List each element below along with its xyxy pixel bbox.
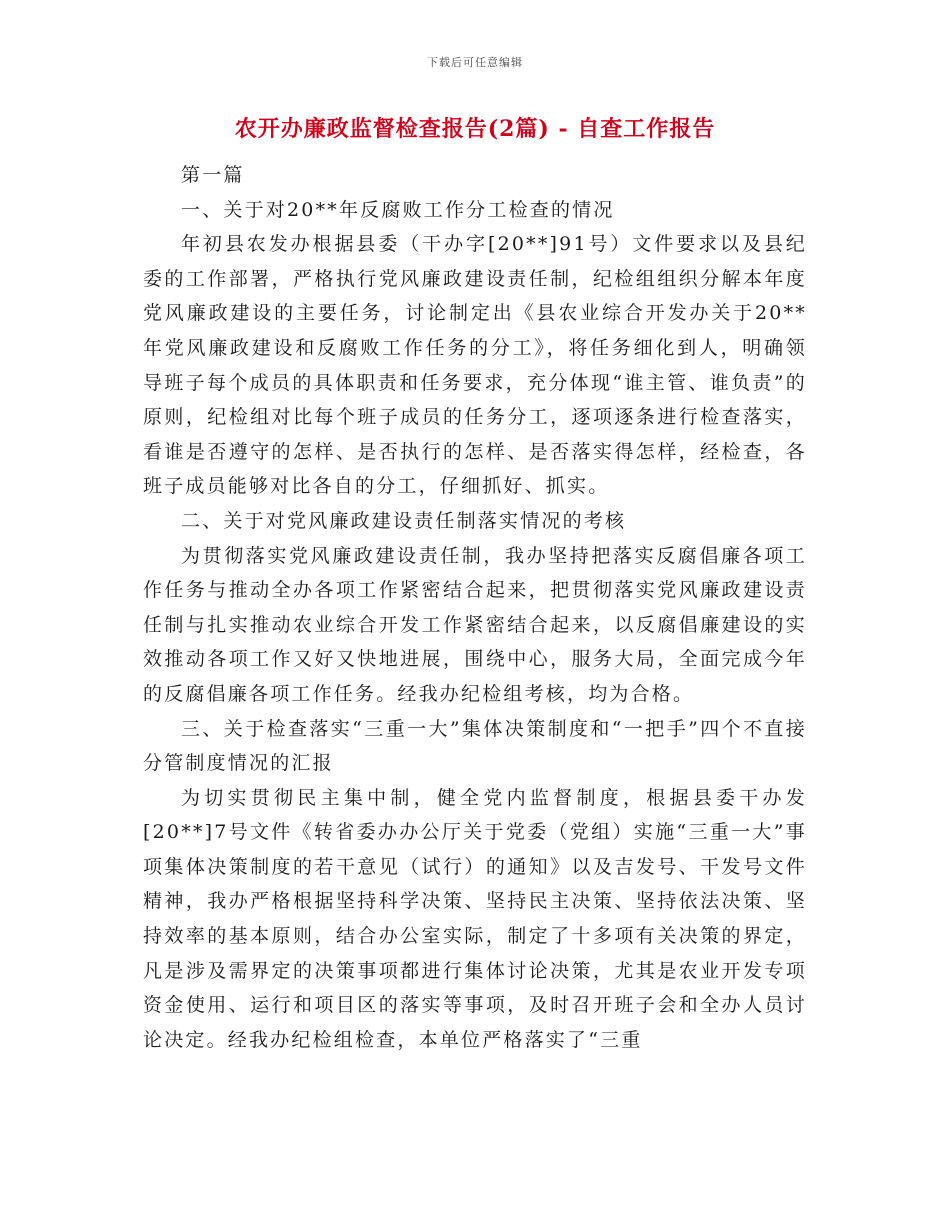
header-note: 下载后可任意编辑 — [427, 56, 523, 69]
document-body — [143, 158, 807, 1057]
paragraph-3: 为切实贯彻民主集中制，健全党内监督制度，根据县委干办发[20**]7号文件《转省委办办公厅关于党委（党组）实施“三重一大”事项集体决策制度的若干意见（试行）的通知》以及吉发号、干发号文件精神，我办严格根据坚持科学决策、坚持民主决策、坚持依法决策、坚持效率的基本原则，结合办公室实际，制定了十多项有关决策的界定，凡是涉及需界定的决策事项都进行集体讨论决策，尤其是农业开发专项资金使用、运行和项目区的落实等事项，及时召开班子会和全办人员讨论决定。经我办纪检组检查，本单位严格落实了“三重 — [143, 786, 807, 1051]
paragraph-1: 年初县农发办根据县委（干办字[20**]91号）文件要求以及县纪委的工作部署，严格执行党风廉政建设责任制，纪检组组织分解本年度党风廉政建设的主要任务，讨论制定出《县农业综合开发办关于20**年党风廉政建设和反腐败工作任务的分工》，将任务细化到人，明确领导班子每个成员的具体职责和任务要求，充分体现“谁主管、谁负责”的原则，纪检组对比每个班子成员的任务分工，逐项逐条进行检查落实，看谁是否遵守的怎样、是否执行的怎样、是否落实得怎样，经检查，各班子成员能够对比各自的分工，仔细抓好、抓实。 — [143, 233, 807, 498]
section-heading-2: 二、关于对党风廉政建设责任制落实情况的考核 — [181, 509, 627, 532]
document-title: 农开办廉政监督检查报告(2篇) - 自查工作报告 — [234, 116, 716, 142]
paragraph-2: 为贯彻落实党风廉政建设责任制，我办坚持把落实反腐倡廉各项工作任务与推动全办各项工作紧密结合起来，把贯彻落实党风廉政建设责任制与扎实推动农业综合开发工作紧密结合起来，以反腐倡廉建设的实效推动各项工作又好又快地进展，围绕中心，服务大局，全面完成今年的反腐倡廉各项工作任务。经我办纪检组考核，均为合格。 — [143, 544, 807, 705]
section-heading-1: 一、关于对20**年反腐败工作分工检查的情况 — [181, 198, 615, 221]
part-label: 第一篇 — [181, 164, 245, 186]
section-heading-3: 三、关于检查落实“三重一大”集体决策制度和“一把手”四个不直接分管制度情况的汇报 — [143, 717, 807, 775]
